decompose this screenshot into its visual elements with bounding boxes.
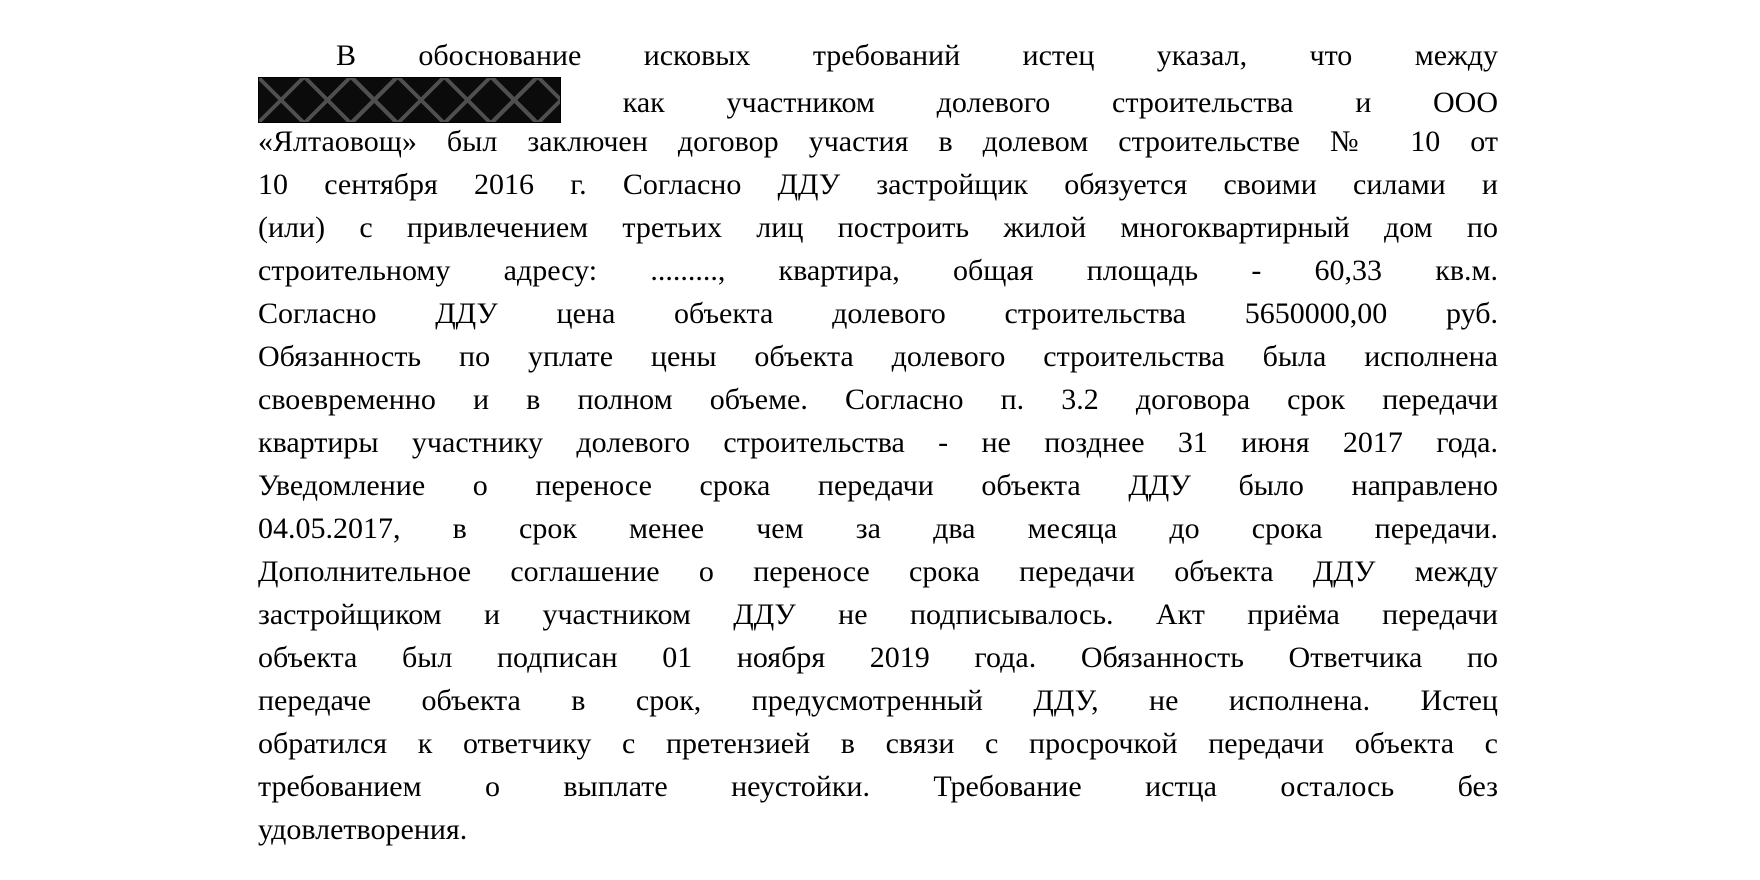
text-line <box>258 636 1498 679</box>
claims-paragraph <box>258 34 1498 851</box>
text-line-content: передаче объекта в срок, предусмотренный ДДУ, не исполнена. Истец <box>258 684 1498 717</box>
text-line <box>258 722 1498 765</box>
text-line-content: Дополнительное соглашение о переносе срока передачи объекта ДДУ между <box>258 555 1498 588</box>
text-line-content: Согласно ДДУ цена объекта долевого строительства 5650000,00 руб. <box>258 297 1498 330</box>
text-line-content: (или) с привлечением третьих лиц построить жилой многоквартирный дом по <box>258 211 1498 244</box>
text-line <box>258 249 1498 292</box>
text-line-content: 10 сентября 2016 г. Согласно ДДУ застройщик обязуется своими силами и <box>258 168 1498 201</box>
text-line <box>258 421 1498 464</box>
text-line-content: обратился к ответчику с претензией в связи с просрочкой передачи объекта с <box>258 727 1498 760</box>
redaction-box <box>258 77 561 123</box>
text-line-content: удовлетворения. <box>258 813 468 846</box>
text-line <box>258 765 1498 808</box>
text-line-content: своевременно и в полном объеме. Согласно п. 3.2 договора срок передачи <box>258 383 1498 416</box>
text-line <box>258 593 1498 636</box>
text-line-content: Обязанность по уплате цены объекта долевого строительства была исполнена <box>258 340 1498 373</box>
text-line-content: требованием о выплате неустойки. Требование истца осталось без <box>258 770 1498 803</box>
text-line <box>258 206 1498 249</box>
text-line-content: объекта был подписан 01 ноября 2019 года. Обязанность Ответчика по <box>258 641 1498 674</box>
text-line <box>258 464 1498 507</box>
text-line-content: «Ялтаовощ» был заключен договор участия в долевом строительстве № 10 от <box>258 125 1498 158</box>
text-line-content: 04.05.2017, в срок менее чем за два месяца до срока передачи. <box>258 512 1498 545</box>
text-line-content: строительному адресу: ........., квартира, общая площадь - 60,33 кв.м. <box>258 254 1498 287</box>
text-line <box>258 34 1498 77</box>
text-line <box>258 808 1498 851</box>
text-line <box>258 292 1498 335</box>
text-line-content: как участником долевого строительства и ООО <box>622 86 1499 119</box>
text-line <box>258 77 1498 120</box>
text-line <box>258 120 1498 163</box>
text-line <box>258 335 1498 378</box>
text-line <box>258 550 1498 593</box>
text-line <box>258 507 1498 550</box>
text-line-content: застройщиком и участником ДДУ не подписывалось. Акт приёма передачи <box>258 598 1498 631</box>
text-line <box>258 378 1498 421</box>
text-line <box>258 163 1498 206</box>
text-line-content: квартиры участнику долевого строительства - не позднее 31 июня 2017 года. <box>258 426 1498 459</box>
text-line-content: В обоснование исковых требований истец указал, что между <box>336 39 1498 72</box>
text-line <box>258 679 1498 722</box>
text-line-content: Уведомление о переносе срока передачи объекта ДДУ было направлено <box>258 469 1498 502</box>
